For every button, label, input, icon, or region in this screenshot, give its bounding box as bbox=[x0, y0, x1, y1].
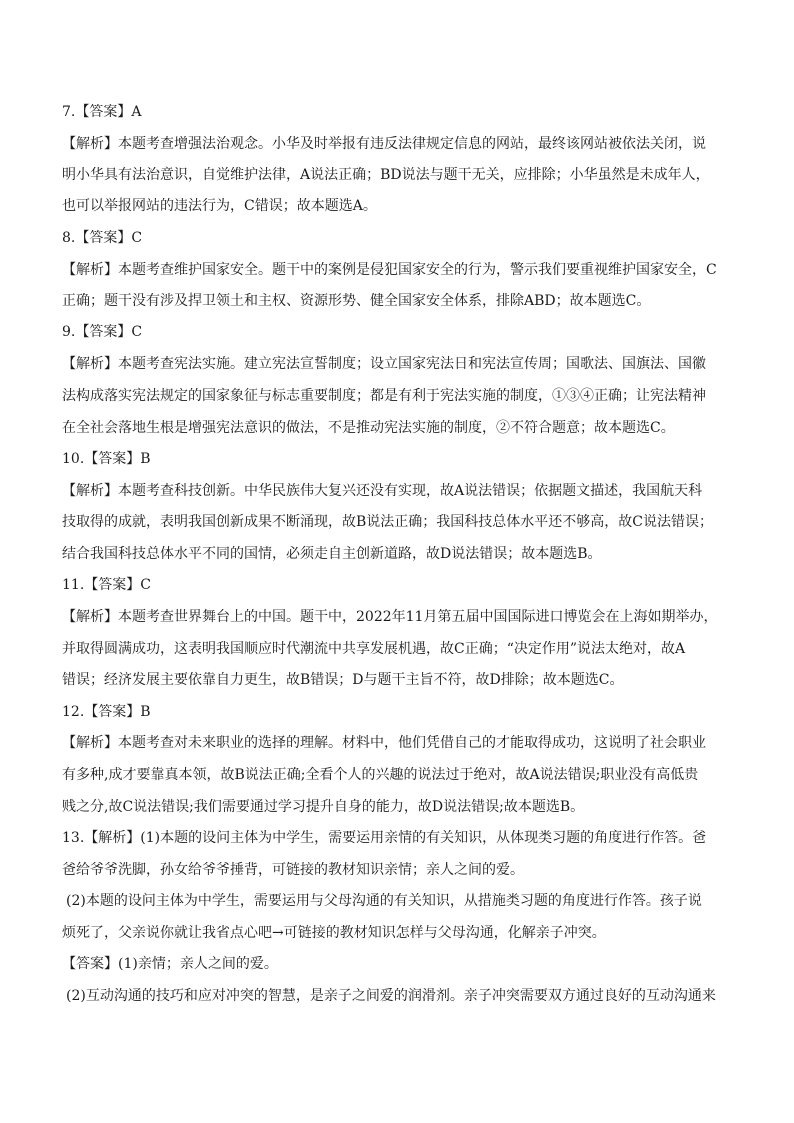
analysis-line: 结合我国科技总体水平不同的国情，必须走自主创新道路，故D说法错误；故本题选B。 bbox=[62, 546, 602, 562]
analysis-line: 【解析】本题考查宪法实施。建立宪法宣誓制度；设立国家宪法日和宪法宣传周；国歌法、国旗法、国徽 bbox=[62, 356, 706, 372]
analysis-line: 技取得的成就，表明我国创新成果不断涌现，故B说法正确；我国科技总体水平还不够高，故C说法错误； bbox=[62, 514, 713, 530]
analysis-line: 正确；题干没有涉及捍卫领土和主权、资源形势、健全国家安全体系，排除ABD；故本题选C。 bbox=[62, 293, 651, 309]
answer-line: (2)互动沟通的技巧和应对冲突的智慧，是亲子之间爱的润滑剂。亲子冲突需要双方通过良好的互动沟通来 bbox=[66, 988, 716, 1004]
analysis-line: 错误；经济发展主要依靠自力更生，故B错误；D与题干主旨不符，故D排除；故本题选C。 bbox=[62, 672, 624, 688]
answer-heading-q12: 12.【答案】B bbox=[62, 704, 151, 720]
analysis-line: 【解析】本题考查科技创新。中华民族伟大复兴还没有实现，故A说法错误；依据题文描述，我国航天科 bbox=[62, 483, 703, 499]
analysis-line: 有多种,成才要靠真本领，故B说法正确;全看个人的兴趣的说法过于绝对，故A说法错误;职业没有高低贵 bbox=[62, 767, 699, 783]
analysis-line: 贱之分,故C说法错误;我们需要通过学习提升自身的能力，故D说法错误;故本题选B。 bbox=[62, 799, 585, 815]
analysis-line: 烦死了，父亲说你就让我省点心吧→可链接的教材知识怎样与父母沟通，化解亲子冲突。 bbox=[62, 925, 606, 941]
analysis-line: (2)本题的设问主体为中学生，需要运用与父母沟通的有关知识，从措施类习题的角度进行作答。孩子说 bbox=[66, 893, 702, 909]
analysis-line: 【解析】本题考查维护国家安全。题干中的案例是侵犯国家安全的行为，警示我们要重视维护国家安全，C bbox=[62, 262, 717, 278]
answer-heading-q11: 11.【答案】C bbox=[62, 577, 151, 593]
analysis-heading-q13: 13.【解析】(1)本题的设问主体为中学生，需要运用亲情的有关知识，从体现类习题的角度进行作答。爸 bbox=[62, 830, 707, 846]
analysis-line: 明小华具有法治意识，自觉维护法律，A说法正确；BD说法与题干无关，应排除；小华虽然是未成年人， bbox=[62, 167, 710, 183]
analysis-line: 在全社会落地生根是增强宪法意识的做法，不是推动宪法实施的制度，②不符合题意；故本题选C。 bbox=[62, 420, 675, 436]
answer-heading-q9: 9.【答案】C bbox=[62, 324, 143, 340]
analysis-line: 并取得圆满成功，这表明我国顺应时代潮流中共享发展机遇，故C正确；“决定作用”说法太绝对，故A bbox=[62, 641, 686, 657]
analysis-line: 爸给爷爷洗脚，孙女给爷爷捶背，可链接的教材知识亲情；亲人之间的爱。 bbox=[62, 862, 524, 878]
answer-heading-q10: 10.【答案】B bbox=[62, 451, 151, 467]
answer-heading-q7: 7.【答案】A bbox=[62, 104, 142, 120]
analysis-line: 法构成落实宪法规定的国家象征与标志重要制度；都是有利于宪法实施的制度，①③④正确；让宪法精神 bbox=[62, 388, 706, 404]
analysis-line: 【解析】本题考查世界舞台上的中国。题干中，2022年11月第五届中国国际进口博览会在上海如期举办， bbox=[62, 609, 718, 625]
answer-heading-q13: 【答案】(1)亲情；亲人之间的爱。 bbox=[62, 956, 278, 972]
answer-heading-q8: 8.【答案】C bbox=[62, 230, 143, 246]
analysis-line: 【解析】本题考查增强法治观念。小华及时举报有违反法律规定信息的网站，最终该网站被依法关闭，说 bbox=[62, 136, 706, 152]
analysis-line: 【解析】本题考查对未来职业的选择的理解。材料中，他们凭借自己的才能取得成功，这说明了社会职业 bbox=[62, 735, 706, 751]
analysis-line: 也可以举报网站的违法行为，C错误；故本题选A。 bbox=[62, 198, 377, 214]
